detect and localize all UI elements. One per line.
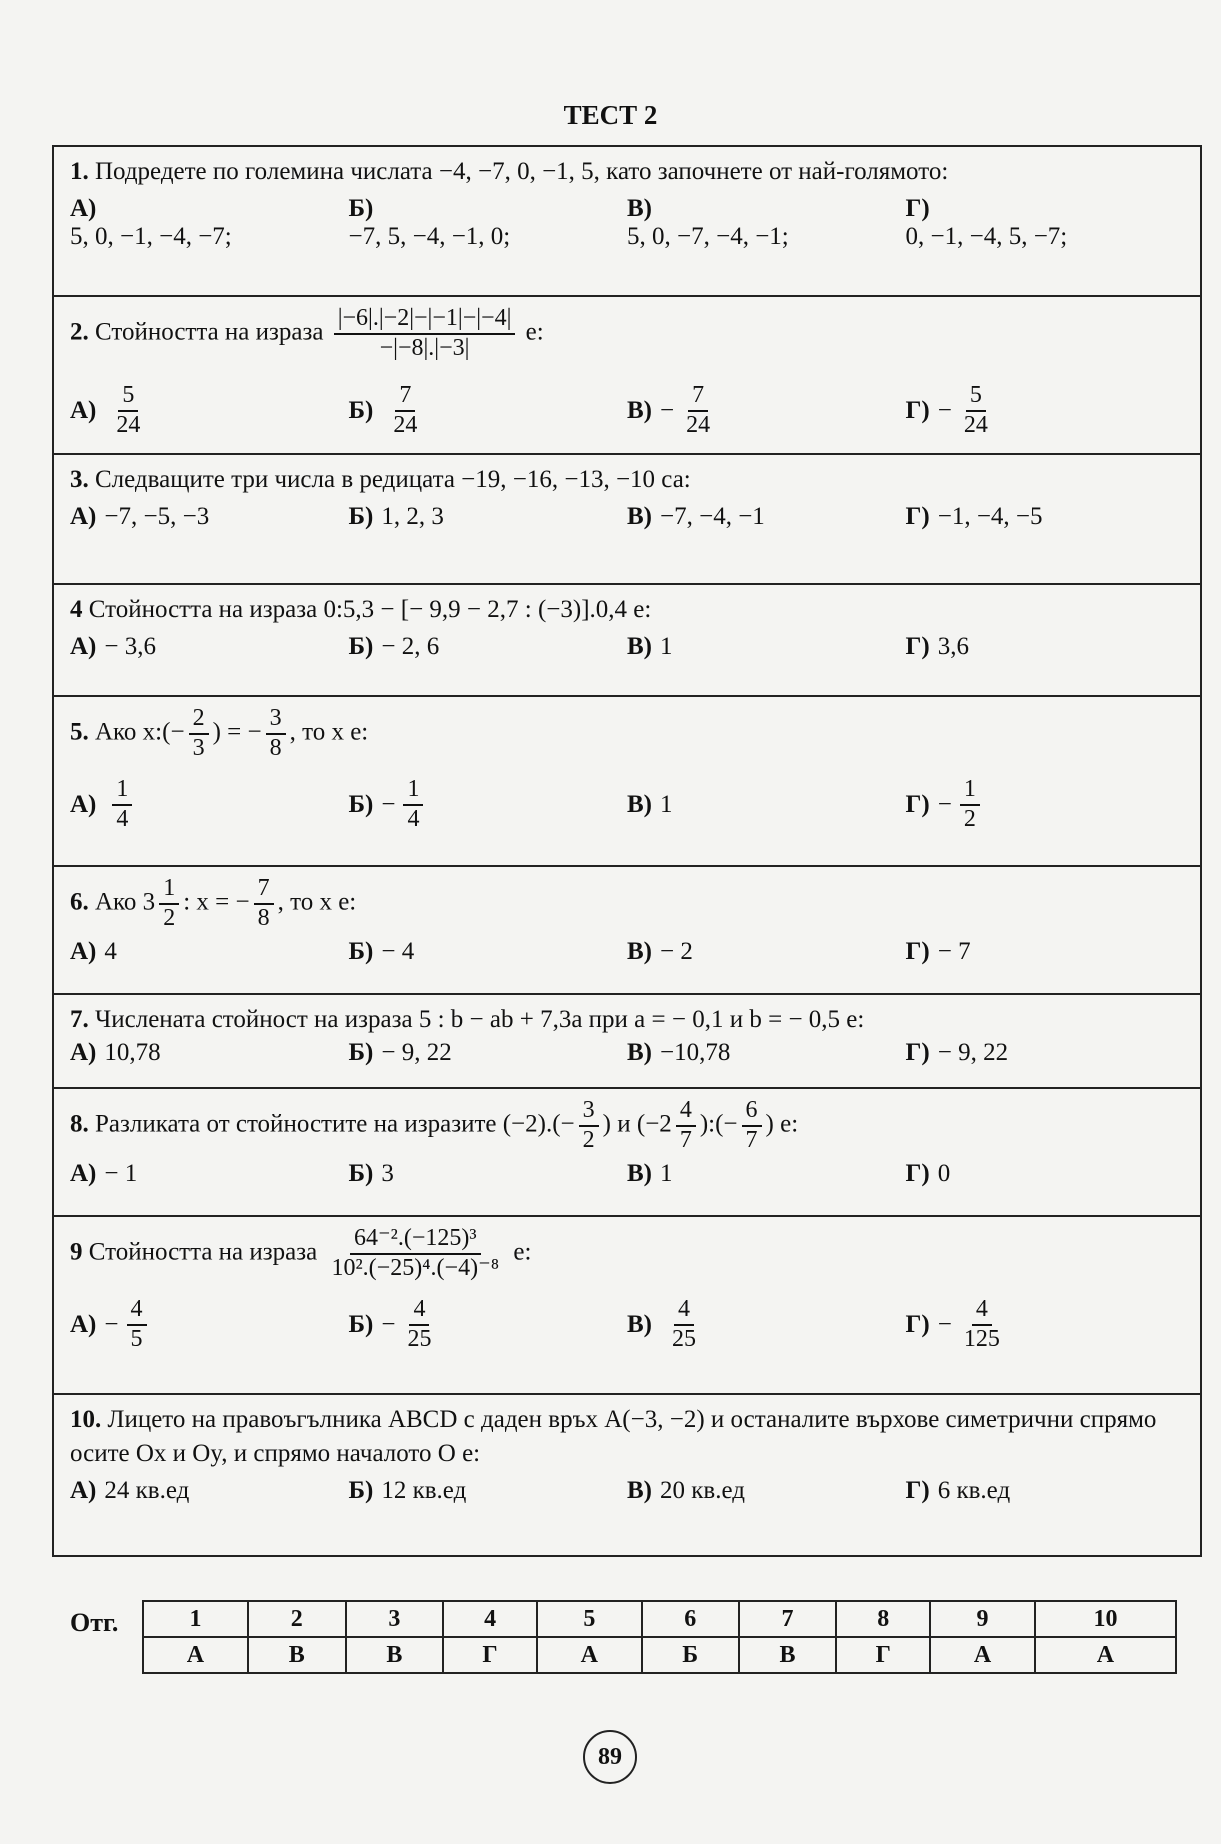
option-a: А) $\frac{1}{4}$ [70, 776, 349, 833]
question-1-options [70, 195, 1184, 251]
question-9: 9 Стойността на израза $\frac{\text{64⁻².(−125)³}}{\text{10².(−25)⁴.(−4)⁻⁸}}$ е: А) − $\frac{4}{5}$ Б) − $\frac{4}{25}$ В) $\frac{4}{25}$ Г) − $\frac{4}{125}$ [54, 1217, 1200, 1395]
test-questions [52, 145, 1202, 1557]
option-a: А) 24 кв.ед [70, 1476, 190, 1504]
option-a: А) 10,78 [70, 1038, 161, 1066]
question-6: 6. Ако 3 $\frac{1}{2}$ : x = − $\frac{7}{8}$ , то x е: А) 4 Б) − 4 В) − 2 Г) − 7 [54, 867, 1200, 995]
option-a: А) − 1 [70, 1160, 138, 1188]
option-d: Г) − $\frac{5}{24}$ [905, 382, 988, 438]
option-a: А) 5, 0, −1, −4, −7; [70, 194, 232, 250]
option-d: Г) 3,6 [905, 632, 969, 660]
question-number: 1. [70, 158, 89, 185]
question-1-stem: 1. Подредете по големина числата −4, −7, 0, −1, 5, като започнете от най-голямото: [70, 158, 949, 185]
option-a: А) − $\frac{4}{5}$ [70, 1296, 349, 1353]
test-title: ТЕСТ 2 [563, 100, 658, 130]
option-c: В) 1 [627, 790, 673, 818]
question-2-stem: 2. Стойността на израза $\frac{|-6|.|-2|-|-1|-|-4|}{-|-8|.|-3|}$ е: [70, 305, 544, 361]
question-7: 7. Числената стойност на израза 5 : b − ab + 7,3a при a = − 0,1 и b = − 0,5 е: А) 10,78 Б) − 9, 22 В) −10,78 Г) − 9, 22 [54, 995, 1200, 1089]
answer-key [60, 1600, 1200, 1690]
answer-key-label: Отг. [70, 1608, 119, 1637]
option-b: Б) − 2, 6 [348, 632, 440, 660]
option-d: Г) 6 кв.ед [905, 1476, 1011, 1504]
answer-key-table [142, 1600, 1177, 1674]
option-a: А) −7, −5, −3 [70, 502, 210, 530]
option-b: Б) 1, 2, 3 [348, 502, 444, 530]
option-c: В) − 2 [627, 938, 693, 966]
option-d: Г) − 9, 22 [905, 1038, 1009, 1066]
option-b: Б) − 4 [348, 938, 415, 966]
option-c: В) − $\frac{7}{24}$ [627, 382, 711, 438]
option-c: В) 5, 0, −7, −4, −1; [627, 194, 789, 250]
question-8: 8. Разликата от стойностите на изразите (−2).(− $\frac{3}{2}$ ) и (−2 $\frac{4}{7}$ ):(− $\frac{6}{7}$ ) е: А) − 1 Б) 3 В) 1 Г) 0 [54, 1089, 1200, 1217]
option-d: Г) −1, −4, −5 [905, 502, 1043, 530]
answer-numbers-row: 1 2 3 4 5 6 7 8 9 10 [143, 1601, 1176, 1637]
option-b: Б) −7, 5, −4, −1, 0; [348, 194, 511, 250]
option-a: А) − 3,6 [70, 632, 156, 660]
expression-fraction: $\frac{|-6|.|-2|-|-1|-|-4|}{-|-8|.|-3|}$ [334, 305, 516, 362]
option-c: В) 1 [627, 1160, 673, 1188]
option-b: Б) 12 кв.ед [348, 1476, 467, 1504]
option-b: Б) 3 [348, 1160, 394, 1188]
question-5: 5. Ако x:(− $\frac{2}{3}$ ) = − $\frac{3}{8}$ , то x е: А) $\frac{1}{4}$ Б) − $\frac{1}{4}$ В) 1 Г) − $\frac{1}{2}$ [54, 697, 1200, 867]
question-1 [54, 147, 1200, 297]
option-c: В) −10,78 [627, 1038, 731, 1066]
option-b: Б) − 9, 22 [348, 1038, 452, 1066]
question-2-options [70, 382, 1184, 439]
option-a: А) 4 [70, 938, 117, 966]
expression-fraction: $\frac{\text{64⁻².(−125)³}}{\text{10².(−25)⁴.(−4)⁻⁸}}$ [331, 1225, 500, 1281]
question-10: 10. Лицето на правоъгълника ABCD с даден връх A(−3, −2) и останалите върхове симетрични спрямо осите Ox и Oy, и спрямо началото O е: А) 24 кв.ед Б) 12 кв.ед В) 20 кв.ед Г) 6 кв.ед [54, 1395, 1200, 1555]
option-d: Г) 0 [905, 1160, 951, 1188]
option-d: Г) − 7 [905, 938, 971, 966]
question-2 [54, 297, 1200, 455]
page-number: 89 [583, 1730, 637, 1784]
option-b: Б) − $\frac{1}{4}$ [349, 776, 628, 833]
option-c: В) −7, −4, −1 [627, 502, 765, 530]
question-3: 3. Следващите три числа в редицата −19, −16, −13, −10 са: А) −7, −5, −3 Б) 1, 2, 3 В) −7, −4, −1 Г) −1, −4, −5 [54, 455, 1200, 585]
option-d: Г) − $\frac{4}{125}$ [905, 1296, 1000, 1352]
option-a: А) $\frac{5}{24}$ [70, 382, 141, 438]
option-d: Г) − $\frac{1}{2}$ [906, 776, 1185, 833]
option-c: В) 1 [627, 632, 673, 660]
option-d: Г) 0, −1, −4, 5, −7; [905, 194, 1068, 250]
option-c: В) $\frac{4}{25}$ [627, 1296, 696, 1352]
option-b: Б) − $\frac{4}{25}$ [348, 1296, 432, 1352]
option-c: В) 20 кв.ед [627, 1476, 745, 1504]
option-b: Б) $\frac{7}{24}$ [348, 382, 418, 438]
answer-letters-row: А В В Г А Б В Г А А [143, 1637, 1176, 1673]
question-4: 4 Стойността на израза 0:5,3 − [− 9,9 − 2,7 : (−3)].0,4 е: А) − 3,6 Б) − 2, 6 В) 1 Г) 3,6 [54, 585, 1200, 697]
